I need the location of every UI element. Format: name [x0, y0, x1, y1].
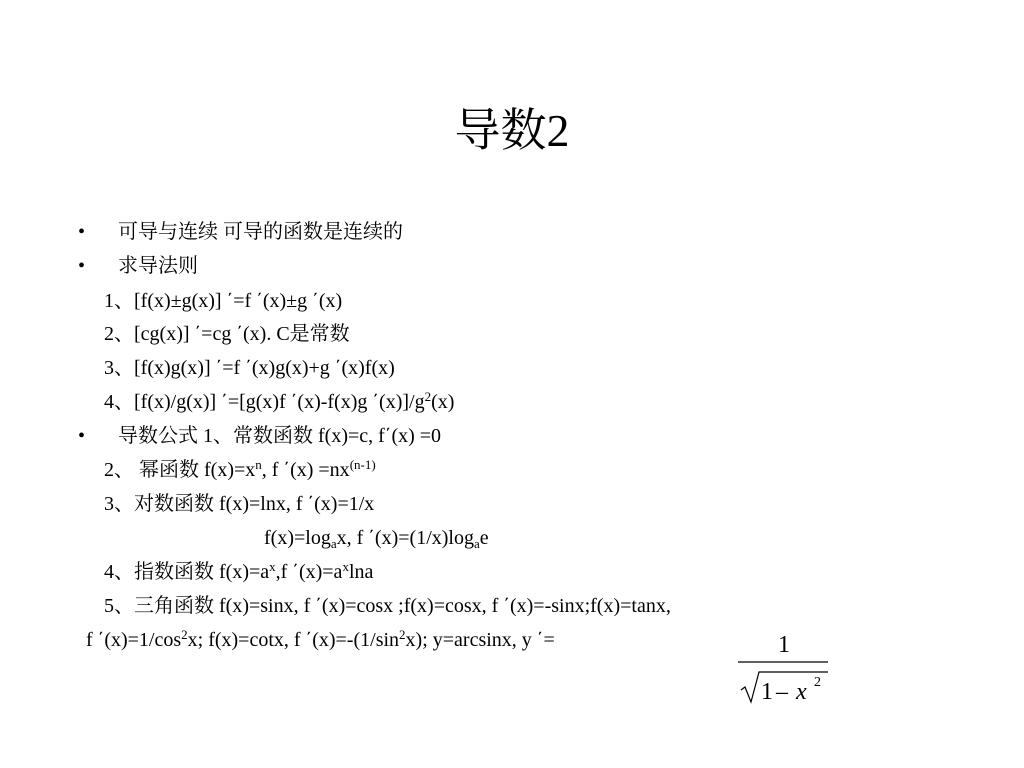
- line-log-function: 3、对数函数 f(x)=lnx, f ΄(x)=1/x: [104, 493, 375, 515]
- denominator-minus: –: [776, 679, 788, 705]
- exp-text: 4、指数函数 f(x)=a: [104, 561, 270, 583]
- line-continuity: 可导与连续 可导的函数是连续的: [118, 221, 403, 243]
- denominator-exponent: 2: [814, 675, 821, 690]
- exp-sup-1: x: [269, 559, 276, 574]
- line-rule-3: 3、[f(x)g(x)] ΄=f ΄(x)g(x)+g ΄(x)f(x): [104, 357, 395, 379]
- line-rule-4: [104, 387, 454, 417]
- fraction-numerator: 1: [778, 632, 790, 658]
- bullet-3: •: [78, 425, 86, 447]
- denominator-x: x: [796, 679, 807, 705]
- log-a-text-3: e: [479, 527, 489, 549]
- trig-text-2: x; f(x)=cotx, f ΄(x)=-(1/sin: [187, 629, 400, 651]
- line-formulas-constant: 导数公式 1、常数函数 f(x)=c, f΄(x) =0: [118, 425, 442, 447]
- log-a-sub: a: [330, 536, 337, 551]
- arcsin-derivative-fraction: [738, 622, 830, 708]
- rule-4-exponent: 2: [424, 389, 432, 404]
- power-exponent-n: n: [255, 457, 262, 472]
- log-a-text: f(x)=log: [264, 527, 331, 549]
- line-log-base-a: [264, 523, 489, 553]
- slide-title: 导数2: [454, 105, 570, 156]
- bullet-1: •: [78, 221, 86, 243]
- trig-sup-2: 2: [399, 627, 406, 642]
- denominator-one: 1: [761, 679, 773, 705]
- trig-sup-1: 2: [181, 627, 188, 642]
- power-text-2: , f ΄(x) =nx: [261, 459, 350, 481]
- exp-text-2: ,f ΄(x)=a: [275, 561, 343, 583]
- line-rule-1: 1、[f(x)±g(x)] ΄=f ΄(x)±g ΄(x): [104, 290, 343, 312]
- log-a-sub-2: a: [473, 536, 480, 551]
- line-trig-continued: [86, 625, 555, 655]
- rule-4-text: 4、[f(x)/g(x)] ΄=[g(x)f ΄(x)-f(x)g ΄(x)]/g: [104, 391, 425, 413]
- log-a-text-2: x, f ΄(x)=(1/x)log: [336, 527, 474, 549]
- exp-sup-2: x: [342, 559, 349, 574]
- bullet-2: •: [78, 255, 86, 277]
- exp-text-3: lna: [348, 561, 374, 583]
- rule-4-tail: (x): [431, 391, 455, 413]
- line-rule-2: 2、[cg(x)] ΄=cg ΄(x). C是常数: [104, 323, 350, 345]
- line-trig-function: 5、三角函数 f(x)=sinx, f ΄(x)=cosx ;f(x)=cosx, f ΄(x)=-sinx;f(x)=tanx,: [104, 595, 671, 617]
- line-power-function: [104, 455, 376, 485]
- power-exponent-n-1: (n-1): [349, 457, 376, 472]
- line-exp-function: [104, 557, 373, 587]
- trig-text-3: x); y=arcsinx, y ΄=: [405, 629, 555, 651]
- trig-text: f ΄(x)=1/cos: [86, 629, 182, 651]
- power-text: 2、 幂函数 f(x)=x: [104, 459, 256, 481]
- line-rules-heading: 求导法则: [118, 255, 198, 277]
